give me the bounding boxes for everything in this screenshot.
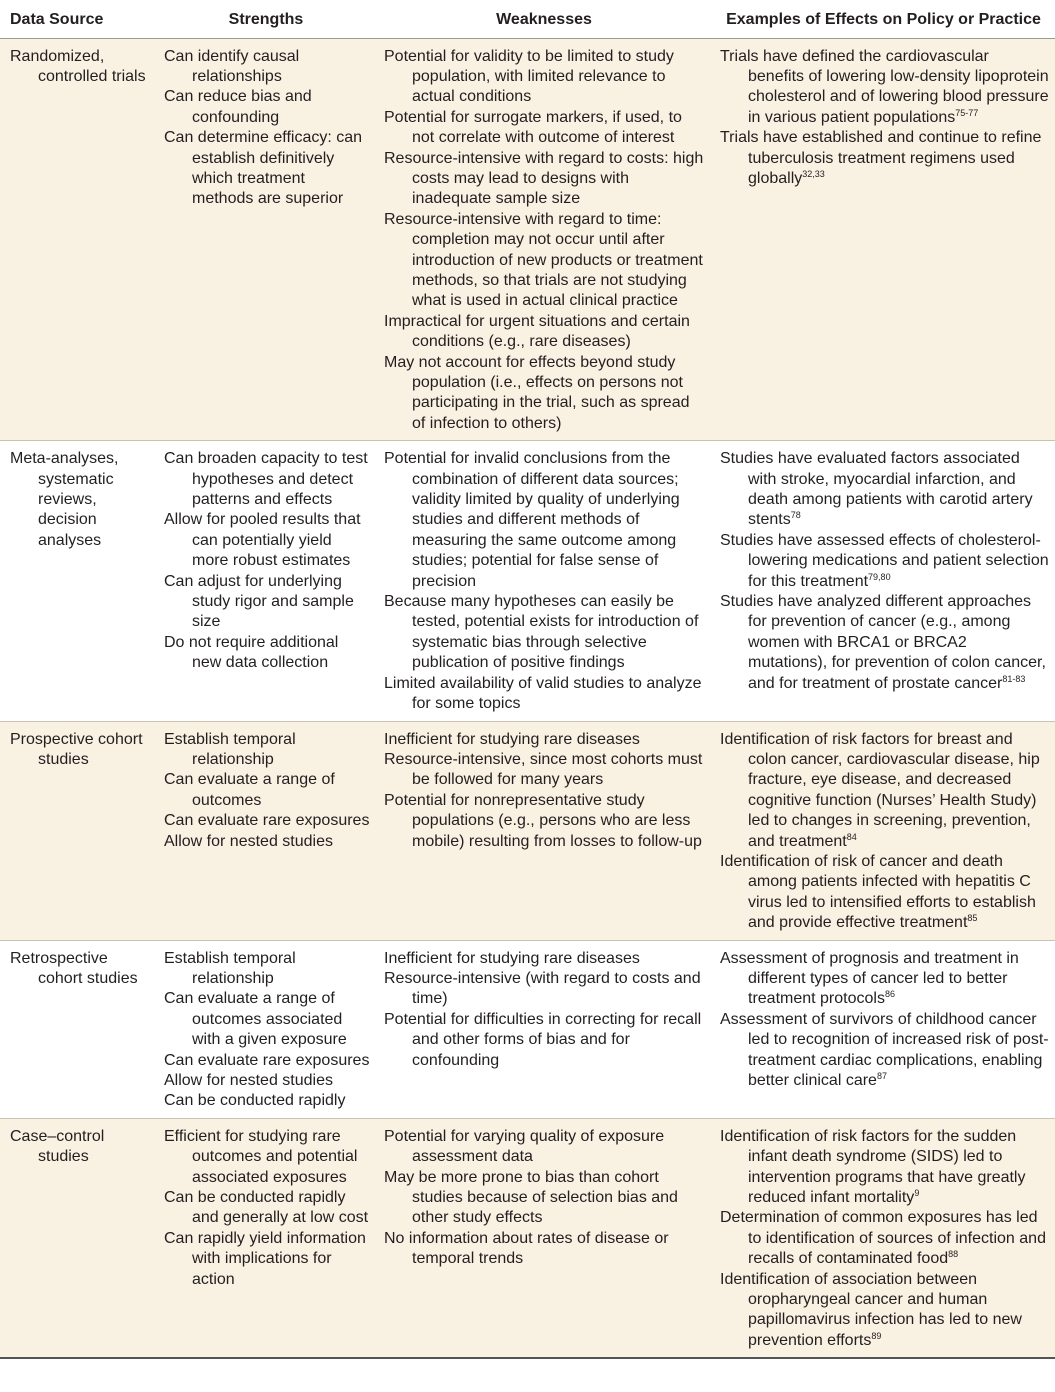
header-data-source: Data Source [0, 0, 156, 38]
cell-examples [712, 721, 1055, 940]
example-item [720, 1010, 1049, 1092]
data-source-label: Randomized, controlled trials [10, 47, 146, 85]
strength-item: Can identify causal relationships [164, 47, 300, 85]
cell-strengths [156, 441, 376, 721]
example-item [720, 949, 1049, 1010]
strength-item: Can evaluate a range of outcomes [164, 771, 335, 809]
example-text: Identification of risk of cancer and death among patients infected with hepatitis C virus led to intensified efforts to establish and provide effective treatment [720, 852, 1036, 932]
example-text: Trials have defined the cardiovascular benefits of lowering low-density lipoprotein cholesterol and of lowering blood pressure in various patient populations [720, 47, 1049, 126]
data-source-label: Case–control studies [10, 1127, 105, 1166]
example-item [720, 1127, 1049, 1209]
strength-item: Establish temporal relationship [164, 949, 296, 987]
table-row [0, 441, 1055, 721]
cell-examples [712, 441, 1055, 721]
strength-item: Can rapidly yield information with implications for action [164, 1229, 366, 1288]
weakness-item: May be more prone to bias than cohort studies because of selection bias and other study effects [384, 1168, 678, 1227]
cell-weaknesses [376, 721, 712, 940]
example-text: Studies have evaluated factors associated with stroke, myocardial infarction, and death among patients with carotid artery stents [720, 450, 1033, 529]
example-text: Identification of association between oropharyngeal cancer and human papillomavirus infection has led to new prevention efforts [720, 1270, 1022, 1349]
reference-superscript: 89 [871, 1330, 882, 1341]
cell-examples [712, 1118, 1055, 1358]
strength-item: Can broaden capacity to test hypotheses and detect patterns and effects [164, 450, 368, 509]
example-item [720, 1270, 1049, 1352]
weakness-item: Potential for difficulties in correcting for recall and other forms of bias and for confounding [384, 1010, 702, 1069]
weakness-item: No information about rates of disease or temporal trends [384, 1229, 669, 1268]
cell-data-source [0, 1118, 156, 1358]
cell-data-source [0, 441, 156, 721]
strength-item: Can reduce bias and confounding [164, 88, 312, 126]
example-item [720, 1208, 1049, 1269]
cell-strengths [156, 721, 376, 940]
strength-item: Establish temporal relationship [164, 730, 296, 768]
cell-weaknesses [376, 940, 712, 1118]
weakness-item: Because many hypotheses can easily be tested, potential exists for introduction of systematic bias through selective publication of positive findings [384, 593, 699, 672]
example-item [720, 730, 1049, 852]
weakness-item: May not account for effects beyond study population (i.e., effects on persons not participating in the trial, such as spread of infection to others) [384, 353, 690, 432]
weakness-item: Inefficient for studying rare diseases [384, 730, 640, 748]
table-row [0, 38, 1055, 441]
strength-item: Do not require additional new data collection [164, 633, 339, 672]
reference-superscript: 9 [914, 1188, 920, 1199]
example-item [720, 128, 1049, 189]
weakness-item: Potential for surrogate markers, if used, to not correlate with outcome of interest [384, 108, 682, 147]
cell-weaknesses [376, 38, 712, 441]
reference-superscript: 81-83 [1002, 673, 1026, 684]
strength-item: Allow for pooled results that can potentially yield more robust estimates [164, 511, 361, 570]
header-weaknesses: Weaknesses [376, 0, 712, 38]
cell-weaknesses [376, 441, 712, 721]
strength-item: Can adjust for underlying study rigor and sample size [164, 572, 354, 631]
cell-weaknesses [376, 1118, 712, 1358]
cell-data-source [0, 38, 156, 441]
example-text: Determination of common exposures has led to identification of sources of infection and recalls of contaminated food [720, 1209, 1046, 1268]
reference-superscript: 85 [967, 913, 978, 924]
table-body [0, 38, 1055, 1358]
weakness-item: Inefficient for studying rare diseases [384, 949, 640, 967]
strength-item: Can evaluate rare exposures [164, 1051, 370, 1069]
example-text: Assessment of prognosis and treatment in different types of cancer led to better treatment protocols [720, 949, 1019, 1008]
table-row [0, 1118, 1055, 1358]
example-item [720, 852, 1049, 934]
strength-item: Can be conducted rapidly and generally at low cost [164, 1189, 369, 1227]
weakness-item: Resource-intensive, since most cohorts must be followed for many years [384, 750, 703, 789]
weakness-item: Limited availability of valid studies to analyze for some topics [384, 674, 702, 713]
reference-superscript: 32,33 [802, 168, 825, 179]
example-text: Trials have established and continue to refine tuberculosis treatment regimens used globally [720, 129, 1042, 187]
strength-item: Can evaluate rare exposures [164, 812, 370, 830]
cell-examples [712, 940, 1055, 1118]
weakness-item: Impractical for urgent situations and certain conditions (e.g., rare diseases) [384, 312, 690, 351]
cell-data-source [0, 721, 156, 940]
example-text: Identification of risk factors for breast and colon cancer, cardiovascular disease, hip fracture, eye disease, and decreased cognitive function (Nurses’ Health Study) led to changes in screening, prevention, and treatment [720, 730, 1040, 850]
header-row [0, 0, 1055, 38]
weakness-item: Resource-intensive (with regard to costs and time) [384, 969, 701, 1008]
header-examples: Examples of Effects on Policy or Practice [712, 0, 1055, 38]
reference-superscript: 75-77 [955, 107, 979, 118]
table-row [0, 940, 1055, 1118]
reference-superscript: 88 [948, 1249, 959, 1260]
table-row [0, 721, 1055, 940]
header-strengths: Strengths [156, 0, 376, 38]
weakness-item: Potential for validity to be limited to study population, with limited relevance to actual conditions [384, 47, 674, 106]
strength-item: Can be conducted rapidly [164, 1092, 346, 1110]
strength-item: Can evaluate a range of outcomes associated with a given exposure [164, 990, 347, 1049]
data-source-label: Retrospective cohort studies [10, 949, 138, 987]
reference-superscript: 78 [790, 510, 801, 521]
weakness-item: Resource-intensive with regard to costs: high costs may lead to designs with inadequate sample size [384, 149, 704, 208]
weakness-item: Potential for invalid conclusions from the combination of different data sources; validity limited by quality of underlying studies and different methods of measuring the same outcome among studies; potential for false sense of precision [384, 450, 680, 590]
cell-strengths [156, 1118, 376, 1358]
example-item [720, 47, 1049, 129]
reference-superscript: 86 [884, 989, 895, 1000]
reference-superscript: 87 [876, 1071, 887, 1081]
example-text: Studies have assessed effects of cholesterol-lowering medications and patient selection for this treatment [720, 531, 1049, 590]
weakness-item: Potential for nonrepresentative study populations (e.g., persons who are less mobile) resulting from losses to follow-up [384, 791, 702, 850]
strength-item: Allow for nested studies [164, 832, 333, 850]
cell-data-source [0, 940, 156, 1118]
cell-strengths [156, 940, 376, 1118]
strength-item: Efficient for studying rare outcomes and potential associated exposures [164, 1127, 358, 1186]
example-text: Assessment of survivors of childhood cancer led to recognition of increased risk of post-treatment cardiac complications, enabling better clinical care [720, 1010, 1049, 1089]
strength-item: Can determine efficacy: can establish definitively which treatment methods are superior [164, 129, 363, 208]
example-text: Identification of risk factors for the sudden infant death syndrome (SIDS) led to intervention programs that have greatly reduced infant mortality [720, 1127, 1026, 1207]
example-item [720, 592, 1049, 694]
reference-superscript: 79,80 [868, 571, 891, 582]
data-source-label: Meta-analyses, systematic reviews, decision analyses [10, 450, 119, 549]
weakness-item: Resource-intensive with regard to time: completion may not occur until after introduction of new products or treatment methods, so that trials are not studying what is used in actual clinical practice [384, 210, 703, 310]
example-item [720, 449, 1049, 531]
cell-strengths [156, 38, 376, 441]
weakness-item: Potential for varying quality of exposure assessment data [384, 1127, 665, 1166]
example-item [720, 531, 1049, 592]
data-source-label: Prospective cohort studies [10, 730, 143, 768]
strength-item: Allow for nested studies [164, 1072, 333, 1089]
cell-examples [712, 38, 1055, 441]
reference-superscript: 84 [846, 831, 857, 842]
example-text: Studies have analyzed different approaches for prevention of cancer (e.g., among women with BRCA1 or BRCA2 mutations), for prevention of colon cancer, and for treatment of prostate cancer [720, 593, 1046, 692]
